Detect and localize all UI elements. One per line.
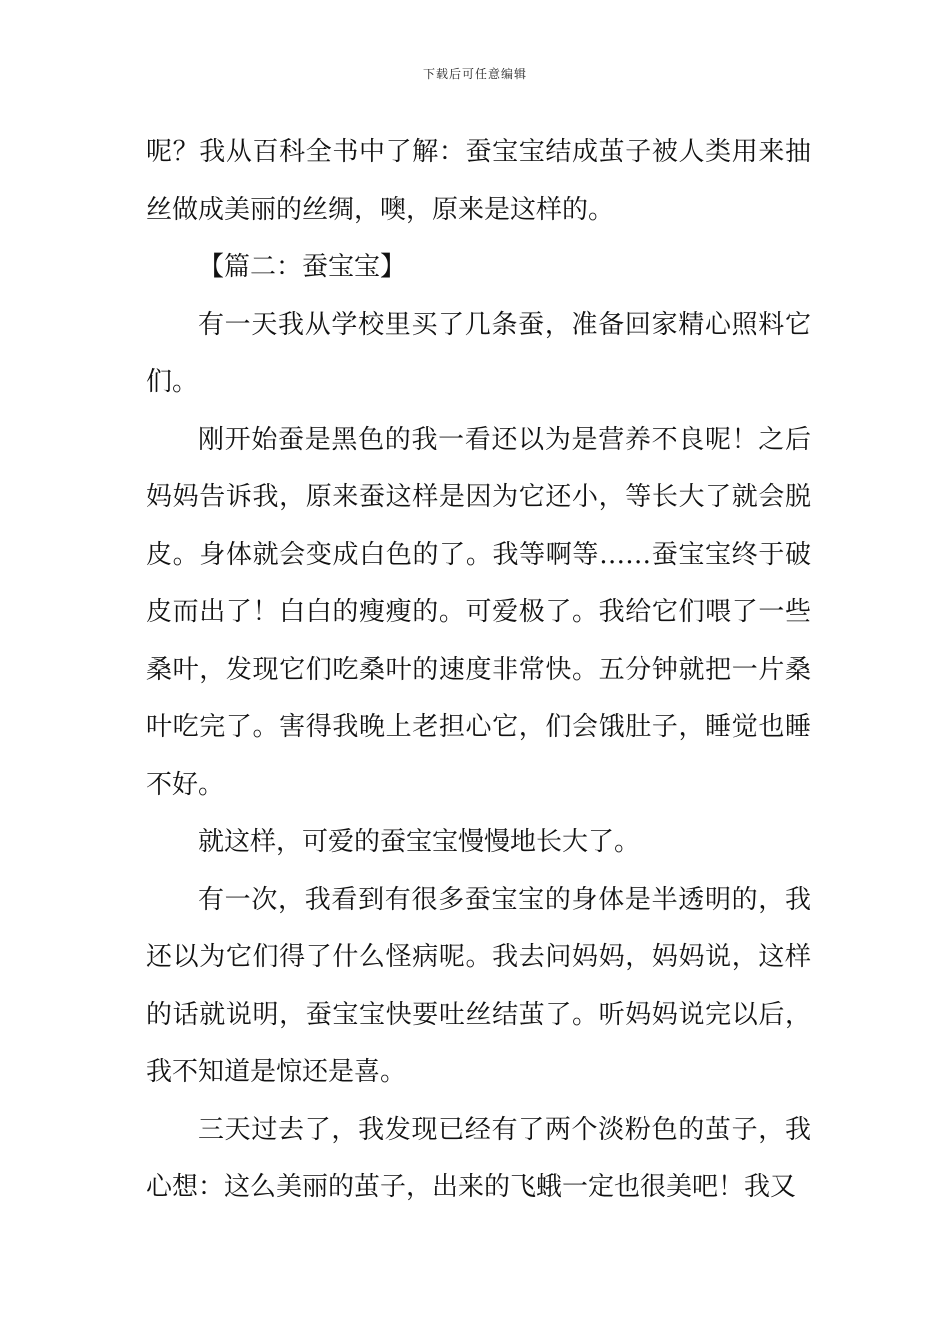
paragraph: 就这样，可爱的蚕宝宝慢慢地长大了。 — [198, 827, 641, 857]
paragraph: 有一天我从学校里买了几条蚕，准备回家精心照料它们。 — [146, 309, 811, 397]
paragraph: 呢？我从百科全书中了解：蚕宝宝结成茧子被人类用来抽丝做成美丽的丝绸，噢，原来是这样的。 — [146, 137, 811, 225]
paragraph: 有一次，我看到有很多蚕宝宝的身体是半透明的，我还以为它们得了什么怪病呢。我去问妈妈，妈妈说，这样的话就说明，蚕宝宝快要吐丝结茧了。听妈妈说完以后，我不知道是惊还是喜。 — [146, 884, 811, 1087]
page-header: 下载后可任意编辑 — [422, 67, 527, 81]
paragraph: 三天过去了，我发现已经有了两个淡粉色的茧子，我心想：这么美丽的茧子，出来的飞蛾一定也很美吧！我又 — [146, 1114, 811, 1202]
section-heading: 【篇二：蚕宝宝】 — [198, 252, 407, 282]
document-body — [146, 124, 811, 1217]
paragraph: 刚开始蚕是黑色的我一看还以为是营养不良呢！之后妈妈告诉我，原来蚕这样是因为它还小，等长大了就会脱皮。身体就会变成白色的了。我等啊等……蚕宝宝终于破皮而出了！白白的瘦瘦的。可爱极了。我给它们喂了一些桑叶，发现它们吃桑叶的速度非常快。五分钟就把一片桑叶吃完了。害得我晚上老担心它，们会饿肚子，睡觉也睡不好。 — [146, 424, 811, 800]
